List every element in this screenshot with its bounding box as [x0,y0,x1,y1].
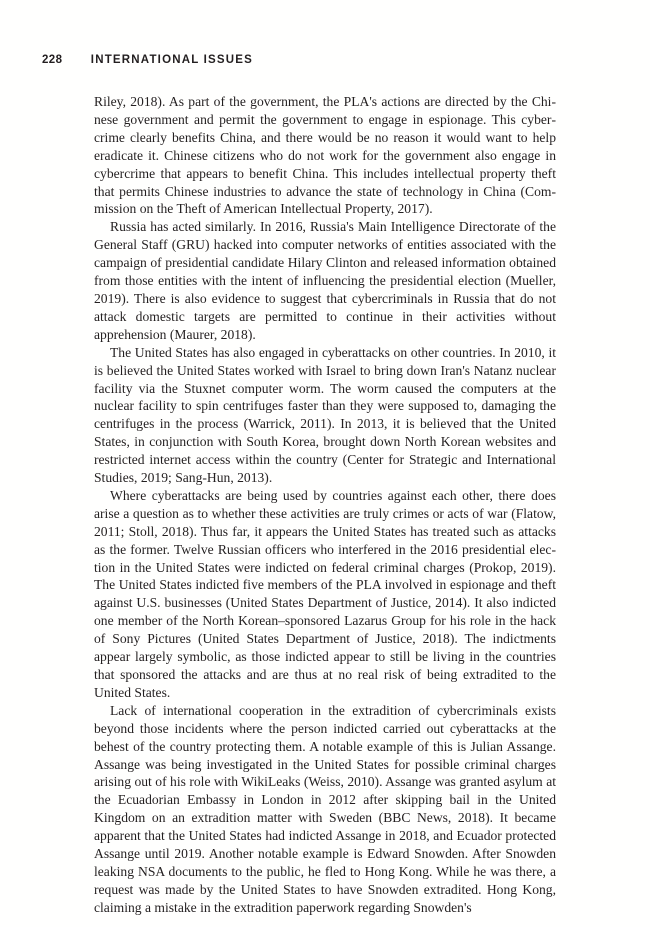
paragraph-russia: Russia has acted similarly. In 2016, Russia's Main Intelligence Directorate of the General Staff (GRU) hacked into computer networks of entities associated with the campaign of presidential candidate Hilary Clinton and released information obtained from those entities with the intent of influencing the presidential election (Mueller, 2019). There is also evidence to suggest that cybercriminals in Russia that do not attack domestic targets are permitted to continue in their activities without apprehension (Maurer, 2018). [94,219,556,342]
running-head [42,54,253,66]
page-number: 228 [42,54,63,66]
paragraph-extradition: Lack of international cooperation in the extradition of cybercriminals exists beyond those incidents where the person indicted carried out cyberattacks at the behest of the country protecting them. A notable example of this is Julian Assange. Assange was being investigated in the United States for possible criminal charges arising out of his role with WikiLeaks (Weiss, 2010). Assange was granted asylum at the Ecuadorian Embassy in London in 2012 after skipping bail in the United Kingdom on an extradition matter with Sweden (BBC News, 2018). It became apparent that the United States had indicted Assange in 2018, and Ecuador protected Assange until 2019. Another notable example is Edward Snowden. After Snowden leaking NSA documents to the public, he fled to Hong Kong. While he was there, a request was made by the United States to have Snowden extradited. Hong Kong, claiming a mistake in the extradition paperwork regarding Snowden's [94,702,556,915]
body-text [94,93,556,917]
section-title: INTERNATIONAL ISSUES [90,54,254,66]
paragraph-continued: Riley, 2018). As part of the government, the PLA's actions are directed by the Chinese government and permit the government to engage in espionage. This cybercrime clearly benefits China, and there would be no reason it would want to help eradicate it. Chinese citizens who do not work for the government also engage in cybercrime that appears to benefit China. This includes intellectual property theft that permits Chinese industries to advance the state of technology in China (Commission on the Theft of American Intellectual Property, 2017). [94,94,556,217]
paragraph-united-states: The United States has also engaged in cyberattacks on other countries. In 2010, it is believed the United States worked with Israel to bring down Iran's Natanz nuclear facility via the Stuxnet computer worm. The worm caused the computers at the nuclear facility to spin centrifuges faster than they were supposed to, damaging the centrifuges in the process (Warrick, 2011). In 2013, it is believed that the United States, in conjunction with South Korea, brought down North Korean websites and restricted internet access within the country (Center for Strategic and International Studies, 2019; Sang-Hun, 2013). [94,344,556,486]
paragraph-crimes-or-war: Where cyberattacks are being used by countries against each other, there does arise a question as to whether these activities are truly crimes or acts of war (Flatow, 2011; Stoll, 2018). Thus far, it appears the United States has treated such as attacks as the former. Twelve Russian officers who interfered in the 2016 presidential election in the United States were indicted on federal criminal charges (Prokop, 2019). The United States indicted five members of the PLA involved in espionage and theft against U.S. businesses (United States Department of Justice, 2014). It also indicted one member of the North Korean–sponsored Lazarus Group for his role in the hack of Sony Pictures (United States Department of Justice, 2018). The indictments appear largely symbolic, as those indicted appear to still be living in the countries that sponsored the attacks and are thus at no real risk of being extradited to the United States. [94,487,556,700]
